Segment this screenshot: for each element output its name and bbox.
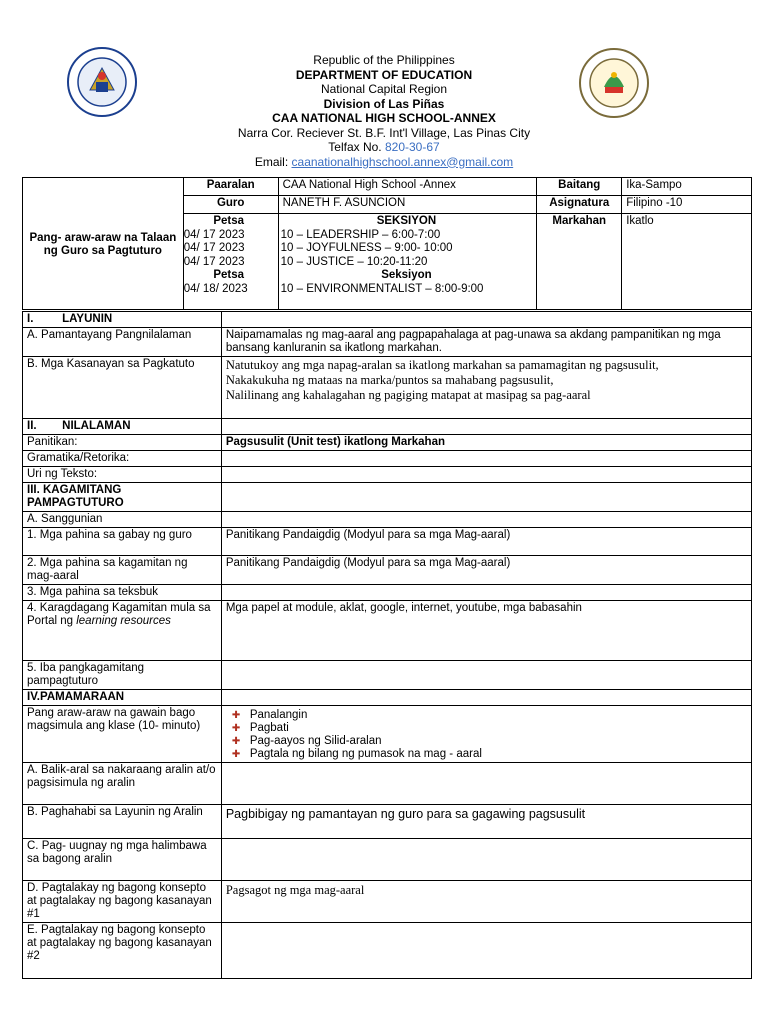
markahan-label: Markahan bbox=[537, 214, 622, 310]
list-item bbox=[226, 722, 747, 735]
petsa-label-2: Petsa bbox=[213, 269, 245, 282]
paghahabi-label: B. Paghahabi sa Layunin ng Aralin bbox=[23, 805, 222, 839]
gabay-label: 1. Mga pahina sa gabay ng guro bbox=[23, 528, 222, 556]
lesson-plan-table bbox=[22, 311, 752, 979]
asignatura-label: Asignatura bbox=[537, 196, 622, 214]
email-link[interactable]: caanationalhighschool.annex@gmail.com bbox=[291, 154, 514, 169]
panitikan-value: Pagsusulit (Unit test) ikatlong Markahan bbox=[221, 435, 751, 451]
section-pamamaraan: IV.PAMAMARAAN bbox=[23, 690, 222, 706]
arrow-bullet-icon: ✚ bbox=[231, 710, 241, 721]
kagamitan-value: Panitikang Pandaigdig (Modyul para sa mga Mag-aaral) bbox=[221, 556, 751, 585]
arrow-bullet-icon: ✚ bbox=[231, 736, 241, 747]
paaralan-value: CAA National High School -Annex bbox=[278, 178, 537, 196]
empty-cell bbox=[221, 451, 751, 467]
telfax-line bbox=[0, 140, 768, 155]
section-row: 10 – ENVIRONMENTALIST – 8:00-9:00 bbox=[280, 282, 484, 295]
school-name: CAA NATIONAL HIGH SCHOOL-ANNEX bbox=[272, 111, 496, 125]
iba-label: 5. Iba pangkagamitang pampagtuturo bbox=[23, 661, 222, 690]
section-row: 10 – JUSTICE – 10:20-11:20 bbox=[280, 255, 428, 268]
guro-value: NANETH F. ASUNCION bbox=[278, 196, 537, 214]
pamantayang-value: Naipamamalas ng mag-aaral ang pagpapahalaga at pag-unawa sa akdang pampanitikan ng mga bansang kanluranin sa ikatlong markahan. bbox=[221, 328, 751, 357]
baitang-value: Ika-Sampo bbox=[622, 178, 752, 196]
gawain-item: Pagbati bbox=[249, 722, 289, 734]
date-row: 04/ 17 2023 bbox=[183, 228, 245, 241]
gabay-value: Panitikang Pandaigdig (Modyul para sa mga Mag-aaral) bbox=[221, 528, 751, 556]
republic-line: Republic of the Philippines bbox=[313, 53, 455, 67]
uugnay-label: C. Pag- uugnay ng mga halimbawa sa bagong aralin bbox=[23, 839, 222, 881]
kasanayan-label: B. Mga Kasanayan sa Pagkatuto bbox=[23, 357, 222, 419]
date-row: 04/ 17 2023 bbox=[183, 242, 245, 255]
gawain-list-cell bbox=[221, 706, 751, 763]
asignatura-value: Filipino -10 bbox=[622, 196, 752, 214]
gawain-list bbox=[226, 709, 747, 761]
plan-title: Pang- araw-araw na Talaan ng Guro sa Pagtuturo bbox=[23, 178, 184, 310]
list-item bbox=[226, 748, 747, 761]
empty-cell bbox=[221, 419, 751, 435]
gawain-label: Pang araw-araw na gawain bago magsimula ang klase (10- minuto) bbox=[23, 706, 222, 763]
arrow-bullet-icon: ✚ bbox=[231, 749, 241, 760]
teksbuk-label: 3. Mga pahina sa teksbuk bbox=[23, 585, 222, 601]
portal-label-text: 4. Karagdagang Kagamitan mula sa Portal ng bbox=[27, 602, 211, 627]
uri-label: Uri ng Teksto: bbox=[23, 467, 222, 483]
section-kagamitan: III. KAGAMITANG PAMPAGTUTURO bbox=[23, 483, 222, 512]
email-line bbox=[0, 155, 768, 170]
address-line: Narra Cor. Reciever St. B.F. Int'l Village, Las Pinas City bbox=[237, 125, 531, 140]
kagamitan-label: 2. Mga pahina sa kagamitan ng mag-aaral bbox=[23, 556, 222, 585]
empty-cell bbox=[221, 923, 751, 979]
kasanayan-line: Natutukoy ang mga napag-aralan sa ikatlong markahan sa pamamagitan ng pagsusulit, bbox=[225, 358, 659, 372]
region-line: National Capital Region bbox=[320, 82, 448, 96]
list-item bbox=[226, 735, 747, 748]
petsa-label: Petsa bbox=[213, 215, 245, 227]
portal-value: Mga papel at module, aklat, google, internet, youtube, mga babasahin bbox=[221, 601, 751, 661]
empty-cell bbox=[221, 512, 751, 528]
empty-cell bbox=[221, 763, 751, 805]
portal-label bbox=[23, 601, 222, 661]
empty-cell bbox=[221, 467, 751, 483]
seksiyon-label-2: Seksiyon bbox=[381, 269, 432, 282]
telfax-value: 820-30-67 bbox=[384, 140, 440, 154]
balik-aral-label: A. Balik-aral sa nakaraang aralin at/o pagsisimula ng aralin bbox=[23, 763, 222, 805]
section-layunin: I. LAYUNIN bbox=[23, 312, 222, 328]
empty-cell bbox=[221, 839, 751, 881]
email-label: Email: bbox=[254, 154, 289, 169]
petsa-cell bbox=[183, 214, 278, 310]
info-table bbox=[22, 177, 752, 310]
baitang-label: Baitang bbox=[537, 178, 622, 196]
portal-label-italic: learning resources bbox=[76, 615, 171, 627]
arrow-bullet-icon: ✚ bbox=[231, 723, 241, 734]
empty-cell bbox=[221, 585, 751, 601]
panitikan-label: Panitikan: bbox=[23, 435, 222, 451]
gawain-item: Pag-aayos ng Silid-aralan bbox=[249, 735, 382, 747]
sanggunian-label: A. Sanggunian bbox=[23, 512, 222, 528]
division-line: Division of Las Piñas bbox=[323, 96, 445, 111]
gawain-item: Pagtala ng bilang ng pumasok na mag - aaral bbox=[249, 748, 482, 760]
kasanayan-value bbox=[221, 357, 751, 419]
letterhead bbox=[0, 53, 768, 169]
seksiyon-cell bbox=[278, 214, 537, 310]
empty-cell bbox=[221, 690, 751, 706]
list-item bbox=[226, 709, 747, 722]
seksiyon-label: SEKSIYON bbox=[376, 215, 437, 227]
date-row: 04/ 17 2023 bbox=[183, 255, 245, 268]
markahan-value: Ikatlo bbox=[622, 214, 752, 310]
section-row: 10 – LEADERSHIP – 6:00-7:00 bbox=[280, 228, 441, 241]
guro-label: Guro bbox=[183, 196, 278, 214]
paaralan-label: Paaralan bbox=[183, 178, 278, 196]
empty-cell bbox=[221, 483, 751, 512]
empty-cell bbox=[221, 661, 751, 690]
pagtalakay-1-value: Pagsagot ng mga mag-aaral bbox=[221, 881, 751, 923]
telfax-label: Telfax No. bbox=[328, 140, 382, 154]
gawain-item: Panalangin bbox=[249, 709, 308, 721]
kasanayan-line: Nakakukuha ng mataas na marka/puntos sa mahabang pagsusulit, bbox=[225, 373, 554, 387]
kasanayan-line: Nalilinang ang kahalagahan ng pagiging matapat at masipag sa pag-aaral bbox=[225, 388, 591, 402]
department-line: DEPARTMENT OF EDUCATION bbox=[295, 67, 473, 82]
gramatika-label: Gramatika/Retorika: bbox=[23, 451, 222, 467]
paghahabi-value: Pagbibigay ng pamantayan ng guro para sa gagawing pagsusulit bbox=[221, 805, 751, 839]
section-nilalaman: II. NILALAMAN bbox=[23, 419, 222, 435]
pamantayang-label: A. Pamantayang Pangnilalaman bbox=[23, 328, 222, 357]
empty-cell bbox=[221, 312, 751, 328]
date-row: 04/ 18/ 2023 bbox=[183, 282, 248, 295]
pagtalakay-1-label: D. Pagtalakay ng bagong konsepto at pagtalakay ng bagong kasanayan #1 bbox=[23, 881, 222, 923]
section-row: 10 – JOYFULNESS – 9:00- 10:00 bbox=[280, 242, 453, 255]
pagtalakay-2-label: E. Pagtalakay ng bagong konsepto at pagtalakay ng bagong kasanayan #2 bbox=[23, 923, 222, 979]
